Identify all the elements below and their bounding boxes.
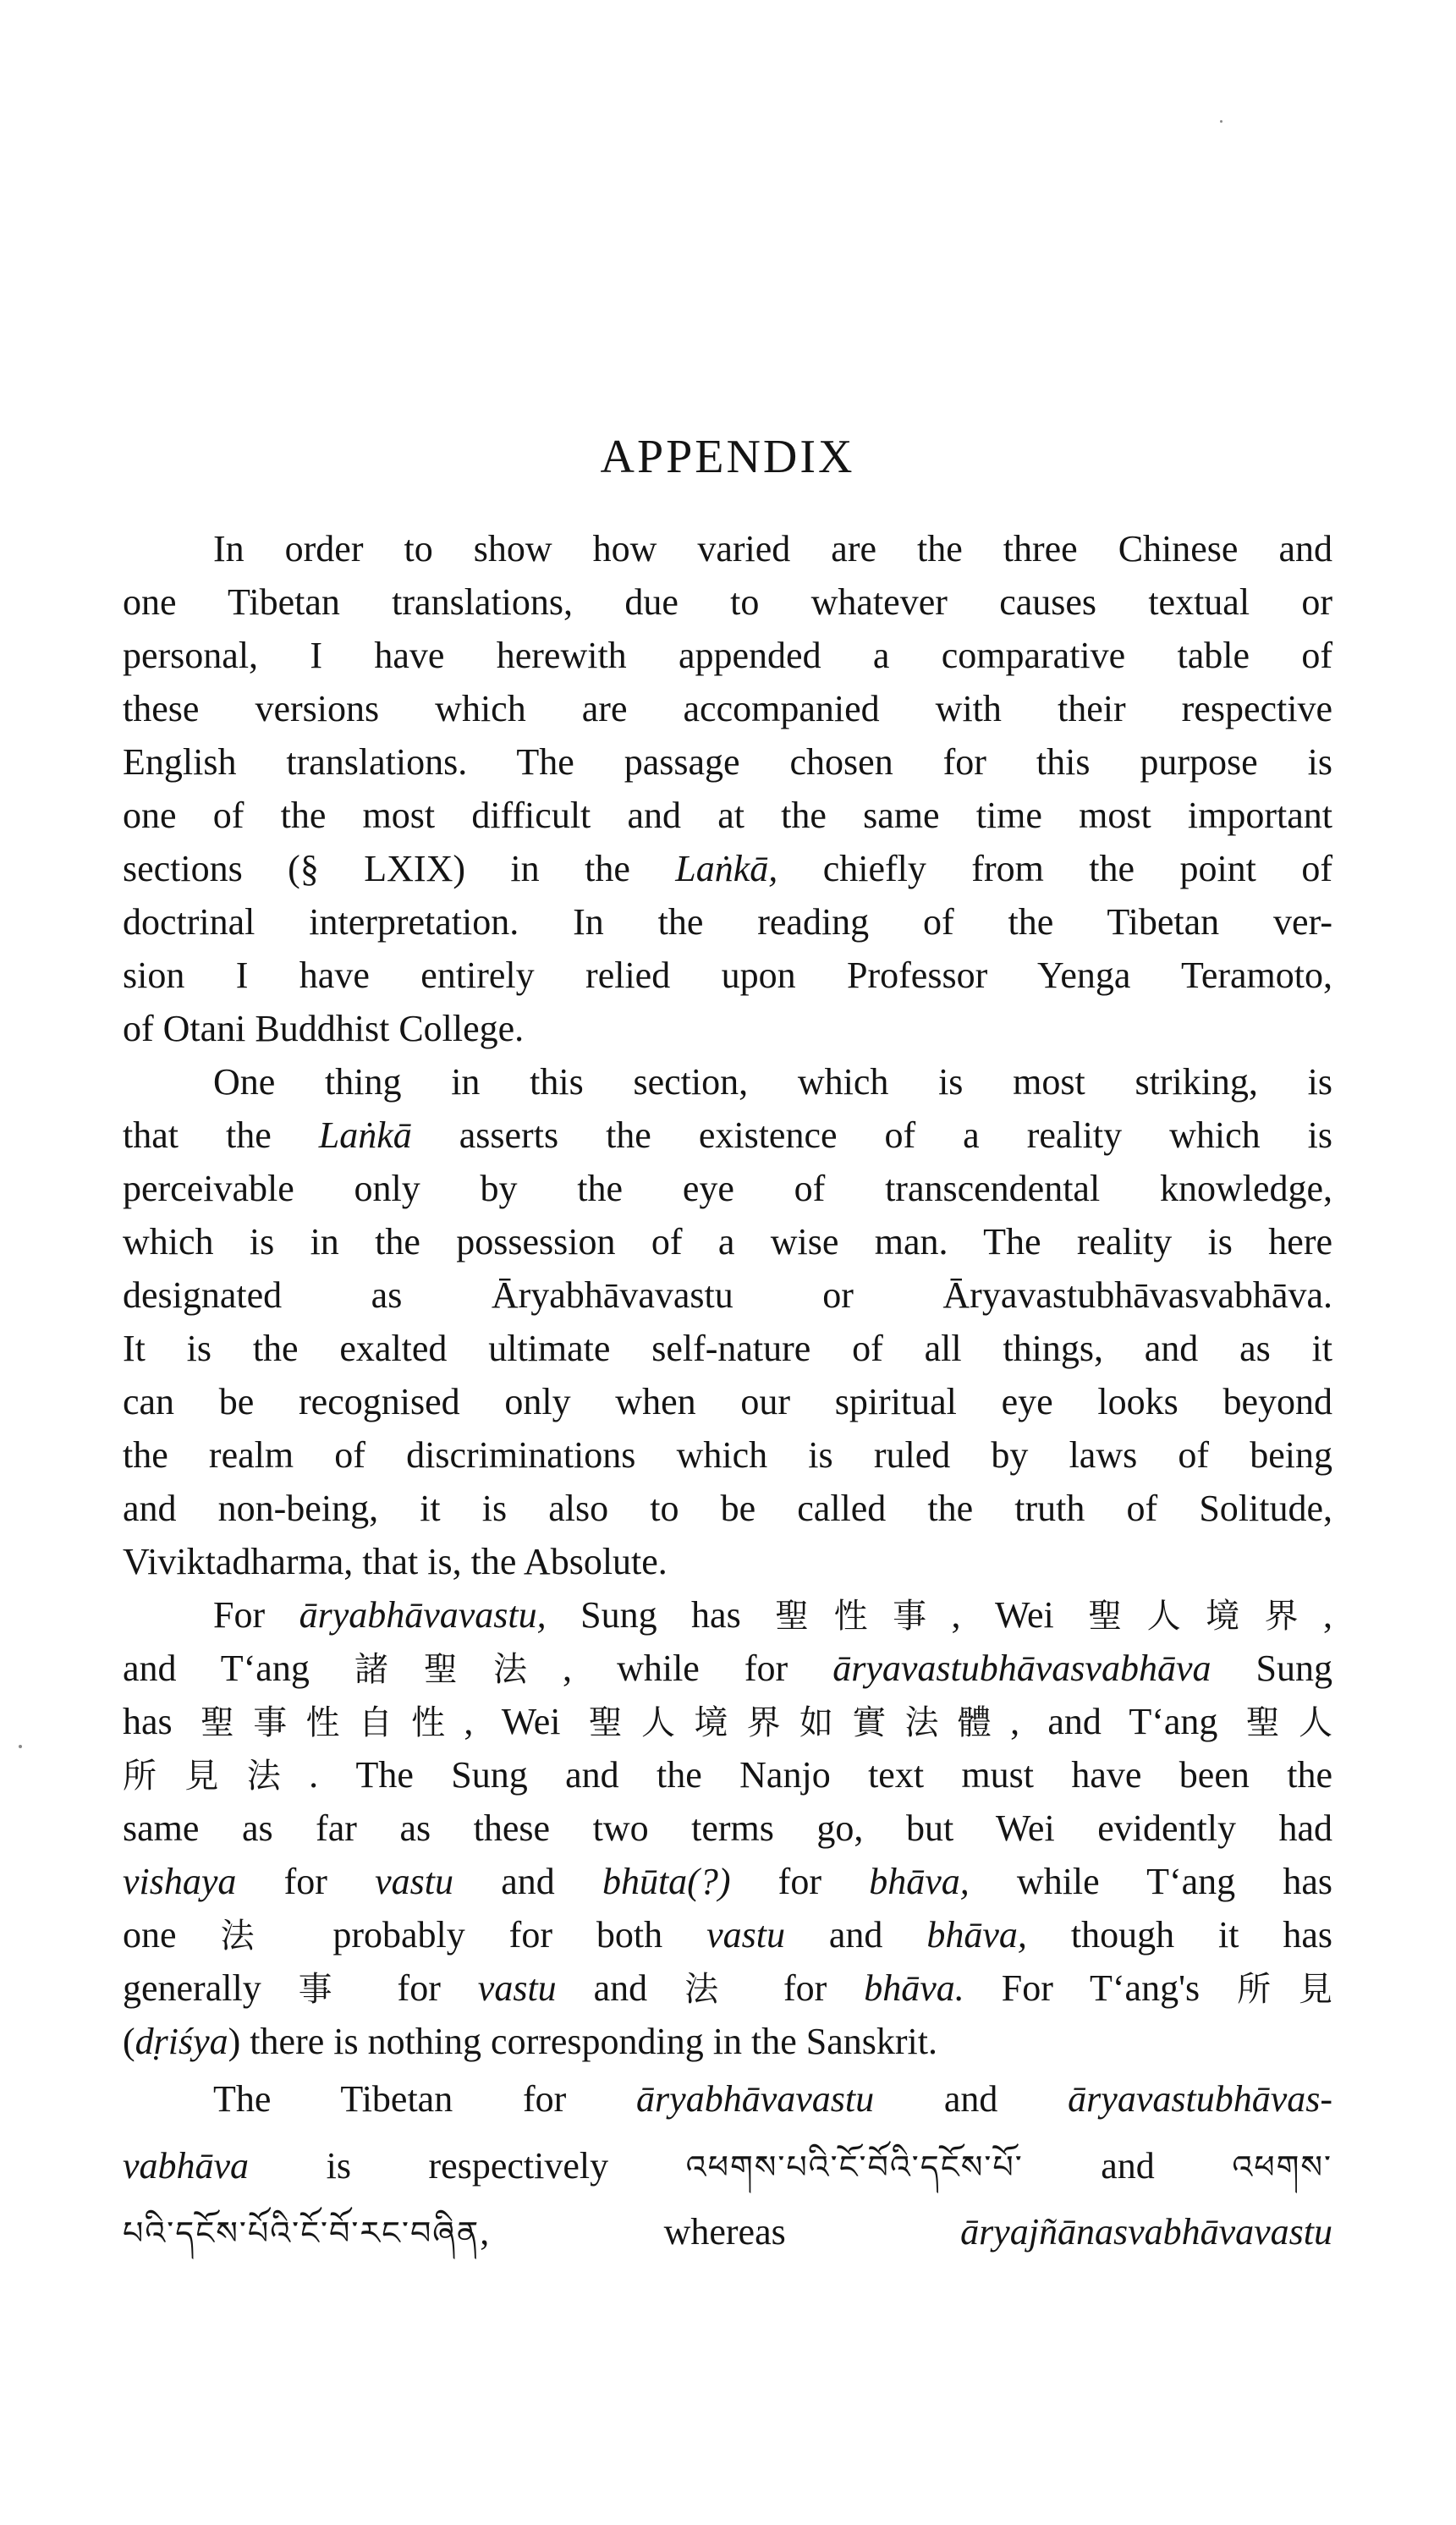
text-segment: and (556, 1967, 685, 2009)
text-segment: and (874, 2078, 1069, 2120)
text-segment: for (746, 1967, 865, 2009)
text-line: can be recognised only when our spiritual eye looks beyond (123, 1381, 1332, 1422)
text-segment: and (453, 1861, 602, 1902)
chinese-term: 聖性事 (775, 1597, 952, 1636)
text-line: these versions which are accompanied with their respective (123, 688, 1332, 729)
chinese-term: 法 (684, 1970, 747, 2009)
italic-term: āryabhāvavastu, (299, 1594, 547, 1636)
text-segment: while T‘ang has (969, 1861, 1333, 1902)
italic-term: dṛiśya (135, 2021, 228, 2062)
text-line (213, 2073, 1332, 2126)
text-segment: and (1023, 2145, 1233, 2187)
text-line: one Tibetan translations, due to whatever causes textual or (123, 581, 1332, 623)
text-line: of Otani Buddhist College. (123, 1008, 525, 1049)
text-segment: . The Sung and the Nanjo text must have been the (309, 1754, 1332, 1796)
text-segment: for (236, 1861, 376, 1902)
text-line: perceivable only by the eye of transcendental knowledge, (123, 1168, 1332, 1209)
text-line: designated as Āryabhāvavastu or Āryavastubhāvasvabhāva. (123, 1274, 1332, 1316)
text-segment: , while for (563, 1648, 833, 1689)
chinese-term: 諸聖法 (354, 1650, 563, 1689)
chinese-term: 聖人 (1245, 1703, 1333, 1742)
italic-term: bhāva, (869, 1861, 970, 1902)
text-segment: sections (§ LXIX) in the (123, 848, 676, 889)
italic-term: Laṅkā, (675, 848, 778, 889)
text-segment: , (1323, 1594, 1333, 1636)
text-line: same as far as these two terms go, but Wei evidently had (123, 1807, 1332, 1849)
italic-term: āryabhāvavastu (636, 2078, 875, 2120)
text-segment: Sung has (546, 1594, 776, 1636)
text-segment: , whereas (480, 2211, 961, 2253)
chinese-term: 聖人境界如實法體 (588, 1703, 1011, 1742)
text-line: sion I have entirely relied upon Professor Yenga Teramoto, (123, 954, 1332, 996)
text-segment: and (784, 1914, 927, 1956)
text-segment: probably for both (288, 1914, 707, 1956)
text-segment: chiefly from the point of (777, 848, 1332, 889)
text-line: doctrinal interpretation. In the reading of the Tibetan ver- (123, 901, 1332, 943)
chinese-term: 事 (298, 1970, 360, 2009)
text-segment: though it has (1026, 1914, 1333, 1956)
text-segment: Sung (1211, 1648, 1333, 1689)
text-line: one of the most difficult and at the same time most important (123, 795, 1332, 836)
text-segment: asserts the existence of a reality which is (411, 1114, 1332, 1156)
italic-term: bhūta(?) (602, 1861, 731, 1902)
italic-term: vabhāva (123, 2145, 250, 2187)
text-line: One thing in this section, which is most striking, is (213, 1061, 1332, 1103)
text-segment: , and T‘ang (1010, 1701, 1246, 1742)
text-line: which is in the possession of a wise man. The reality is here (123, 1221, 1332, 1262)
text-line (123, 1109, 1332, 1162)
italic-term: vastu (477, 1967, 557, 2009)
tibetan-term: འཕགས་པའི་ངོ་བོའི་དངོས་པོ་ (685, 2148, 1024, 2186)
text-line (123, 1642, 1332, 1695)
chinese-term: 聖人境界 (1088, 1597, 1324, 1636)
page-title: APPENDIX (600, 431, 855, 483)
italic-term: bhāva, (926, 1914, 1027, 1956)
text-line (123, 2203, 1332, 2262)
chinese-term: 法 (220, 1917, 289, 1956)
text-line: the realm of discriminations which is ruled by laws of being (123, 1434, 1332, 1476)
text-segment: The Tibetan for (213, 2078, 637, 2120)
italic-term: vastu (375, 1861, 454, 1902)
text-line (123, 1909, 1332, 1961)
text-line (123, 2016, 1332, 2068)
text-segment: , Wei (951, 1594, 1089, 1636)
italic-term: āryavastubhāvasvabhāva (832, 1648, 1212, 1689)
text-segment: for (360, 1967, 478, 2009)
text-line: It is the exalted ultimate self-nature of all things, and as it (123, 1328, 1332, 1369)
italic-term: vastu (706, 1914, 785, 1956)
text-segment: that the (123, 1114, 319, 1156)
italic-term: āryajñānasvabhāvavastu (960, 2211, 1332, 2253)
text-line: Viviktadharma, that is, the Absolute. (123, 1541, 668, 1582)
text-segment: one (123, 1914, 221, 1956)
margin-speck (1220, 120, 1222, 123)
italic-term: bhāva. (864, 1967, 964, 2009)
text-segment: ) there is nothing corresponding in the Sanskrit. (228, 2021, 937, 2062)
text-line: English translations. The passage chosen for this purpose is (123, 741, 1332, 783)
text-segment: has (123, 1701, 201, 1742)
chinese-term: 所見 (1237, 1970, 1333, 2009)
text-line (123, 1856, 1332, 1908)
text-line (123, 843, 1332, 895)
text-line (213, 1589, 1332, 1642)
italic-term: vishaya (123, 1861, 237, 1902)
chinese-term: 聖事性自性 (200, 1703, 464, 1742)
text-line (123, 1749, 1332, 1802)
tibetan-term: འཕགས་ (1232, 2148, 1333, 2186)
text-line (123, 1962, 1332, 2015)
text-line: In order to show how varied are the three Chinese and (213, 528, 1332, 569)
text-line: and non-being, it is also to be called the truth of Solitude, (123, 1488, 1332, 1529)
margin-speck (19, 1745, 22, 1748)
text-segment: generally (123, 1967, 299, 2009)
text-segment: , Wei (464, 1701, 589, 1742)
text-segment: and T‘ang (123, 1648, 354, 1689)
tibetan-term: པའི་དངོས་པོའི་ངོ་བོ་རང་བཞིན (123, 2214, 481, 2252)
text-line (123, 1696, 1332, 1748)
text-segment: for (730, 1861, 870, 1902)
text-segment: For T‘ang's (964, 1967, 1238, 2009)
italic-term: āryavastubhāvas- (1068, 2078, 1333, 2120)
chinese-term: 所見法 (123, 1757, 310, 1796)
text-line (123, 2137, 1332, 2196)
italic-term: Laṅkā (318, 1114, 412, 1156)
text-segment: For (213, 1594, 299, 1636)
text-line: personal, I have herewith appended a comparative table of (123, 635, 1332, 676)
text-segment: is respectively (249, 2145, 686, 2187)
text-segment: ( (123, 2021, 135, 2062)
